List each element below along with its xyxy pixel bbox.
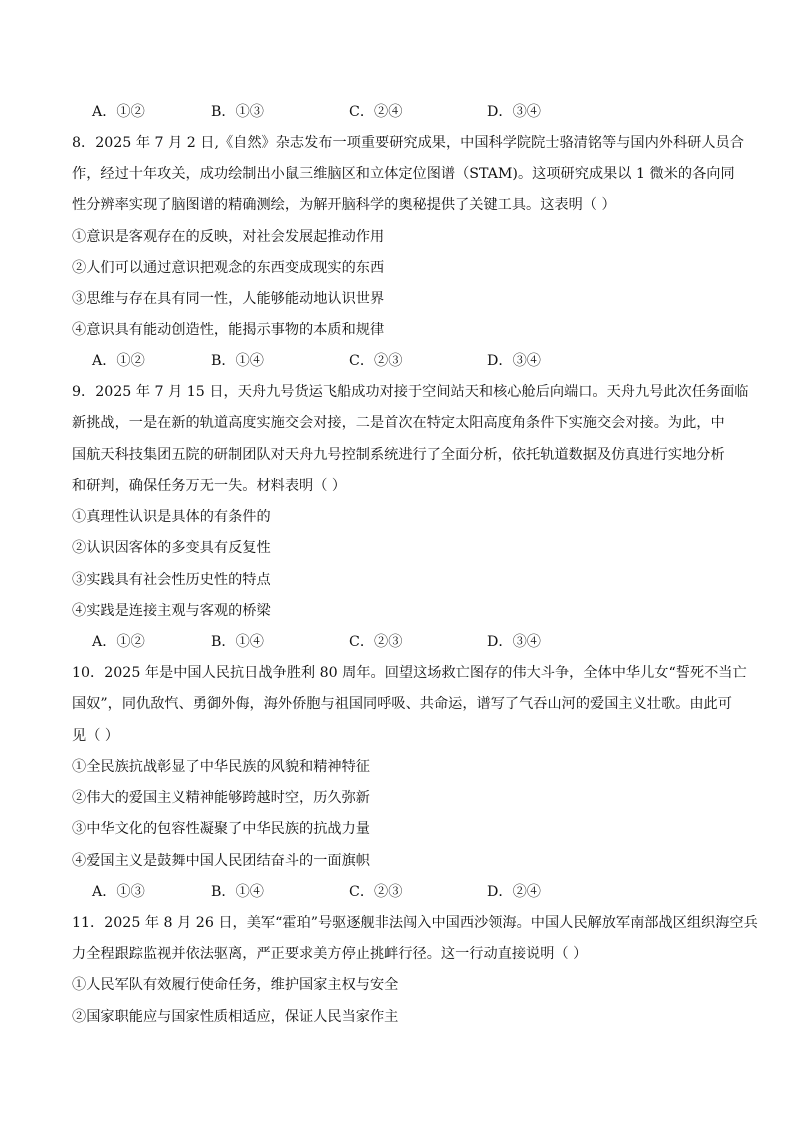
q9-option-b[interactable]: B．①④ (211, 634, 264, 650)
q8-statement-2: ②人们可以通过意识把观念的东西变成现实的东西 (72, 260, 385, 276)
q8-option-d[interactable]: D．③④ (487, 353, 541, 369)
q8-statement-1: ①意识是客观存在的反映，对社会发展起推动作用 (72, 229, 385, 245)
q9-statement-1: ①真理性认识是具体的有条件的 (72, 509, 271, 525)
q7-option-a[interactable]: A．①② (92, 104, 145, 120)
q9-options (92, 632, 692, 652)
q9-option-a[interactable]: A．①② (92, 634, 145, 650)
q8-stem-line-1: 8．2025 年 7 月 2 日,《自然》杂志发布一项重要研究成果，中国科学院院士骆清铭等与国内外科研人员合 (72, 135, 744, 151)
q7-option-d[interactable]: D．③④ (487, 104, 541, 120)
q9-statement-3: ③实践具有社会性历史性的特点 (72, 572, 271, 588)
q11-stem-line-1: 11．2025 年 8 月 26 日，美军“霍珀”号驱逐舰非法闯入中国西沙领海。中国人民解放军南部战区组织海空兵 (72, 915, 758, 931)
q8-stem-line-2: 作，经过十年攻关，成功绘制出小鼠三维脑区和立体定位图谱（STAM)。这项研究成果以 1 微米的各向同 (72, 166, 735, 182)
q9-option-c[interactable]: C．②③ (349, 634, 403, 650)
q8-stem-line-3: 性分辨率实现了脑图谱的精确测绘，为解开脑科学的奥秘提供了关键工具。这表明（ ） (72, 197, 616, 213)
q10-statement-3: ③中华文化的包容性凝聚了中华民族的抗战力量 (72, 821, 370, 837)
q7-option-b[interactable]: B．①③ (211, 104, 264, 120)
q10-statement-2: ②伟大的爱国主义精神能够跨越时空，历久弥新 (72, 790, 370, 806)
q9-stem-line-4: 和研判，确保任务万无一失。材料表明（ ） (72, 478, 347, 494)
q11-statement-1: ①人民军队有效履行使命任务，维护国家主权与安全 (72, 977, 399, 993)
q10-stem-line-3: 见（ ） (72, 728, 120, 744)
q10-statement-4: ④爱国主义是鼓舞中国人民团结奋斗的一面旗帜 (72, 853, 370, 869)
q8-option-a[interactable]: A．①② (92, 353, 145, 369)
q9-stem-line-2: 新挑战，一是在新的轨道高度实施交会对接，二是首次在特定太阳高度角条件下实施交会对接。为此，中 (72, 415, 725, 431)
q10-stem-line-2: 国奴”，同仇敌忾、勇御外侮，海外侨胞与祖国同呼吸、共命运，谱写了气吞山河的爱国主义壮歌。由此可 (72, 696, 732, 712)
q10-stem-line-1: 10．2025 年是中国人民抗日战争胜利 80 周年。回望这场救亡图存的伟大斗争，全体中华儿女“誓死不当亡 (72, 665, 747, 681)
q10-option-c[interactable]: C．②③ (349, 884, 403, 900)
q9-stem-line-1: 9．2025 年 7 月 15 日，天舟九号货运飞船成功对接于空间站天和核心舱后向端口。天舟九号此次任务面临 (72, 384, 749, 400)
q9-stem-line-3: 国航天科技集团五院的研制团队对天舟九号控制系统进行了全面分析，依托轨道数据及仿真进行实地分析 (72, 447, 725, 463)
q8-options (92, 351, 692, 371)
q10-option-d[interactable]: D．②④ (487, 884, 541, 900)
q9-statement-2: ②认识因客体的多变具有反复性 (72, 540, 271, 556)
q10-option-b[interactable]: B．①④ (211, 884, 264, 900)
q10-statement-1: ①全民族抗战彰显了中华民族的风貌和精神特征 (72, 759, 370, 775)
q9-statement-4: ④实践是连接主观与客观的桥梁 (72, 603, 271, 619)
q8-option-b[interactable]: B．①④ (211, 353, 264, 369)
q11-statement-2: ②国家职能应与国家性质相适应，保证人民当家作主 (72, 1009, 399, 1025)
q7-option-c[interactable]: C．②④ (349, 104, 403, 120)
q8-option-c[interactable]: C．②③ (349, 353, 403, 369)
q7-options (92, 102, 692, 122)
q11-stem-line-2: 力全程跟踪监视并依法驱离，严正要求美方停止挑衅行径。这一行动直接说明（ ） (72, 946, 588, 962)
q9-option-d[interactable]: D．③④ (487, 634, 541, 650)
q8-statement-3: ③思维与存在具有同一性，人能够能动地认识世界 (72, 291, 385, 307)
q10-option-a[interactable]: A．①③ (92, 884, 145, 900)
q8-statement-4: ④意识具有能动创造性，能揭示事物的本质和规律 (72, 322, 385, 338)
q10-options (92, 882, 692, 902)
